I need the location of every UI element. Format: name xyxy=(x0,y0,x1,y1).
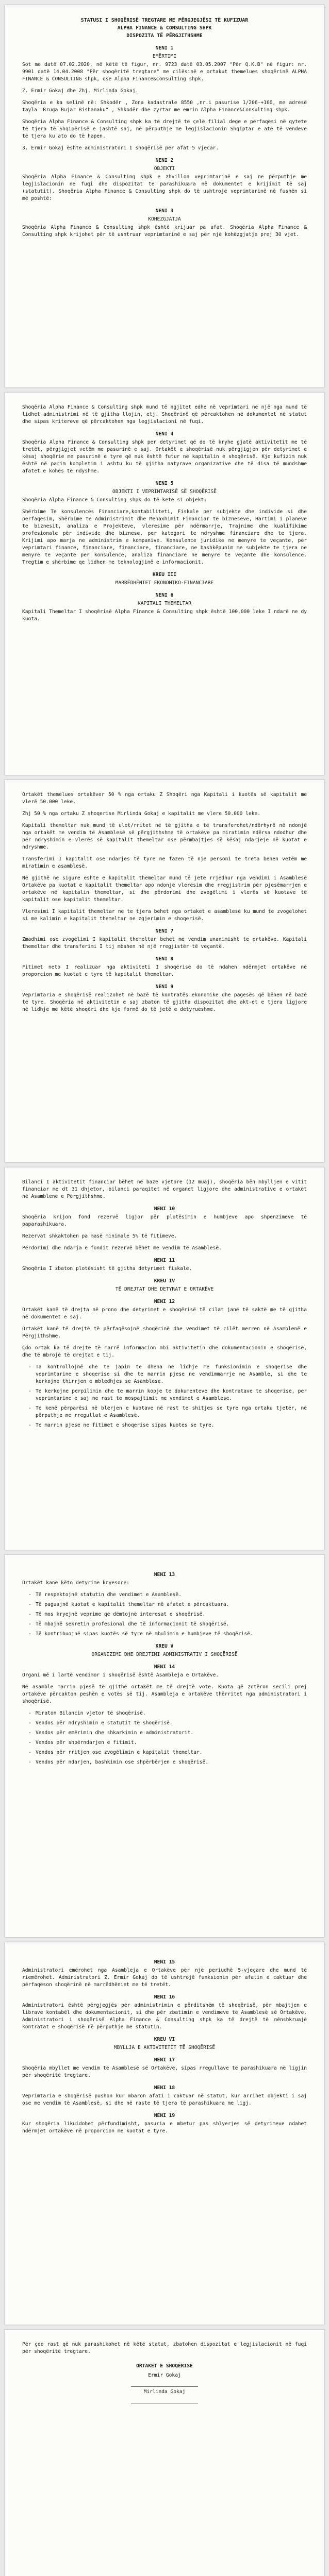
article-subheading: KAPITALI THEMELTAR xyxy=(138,601,191,606)
paragraph: Kur shoqëria likuidohet përfundimisht, pasuria e mbetur pas shlyerjes së detyrimeve ndahet ndërmjet ortakëve në proporcion me kuotat e tyre. xyxy=(22,2121,307,2134)
signature-title: ORTAKET E SHOQËRISË xyxy=(136,2363,193,2369)
paragraph: Shoqëria Alpha Finance & Consulting shpk është krijuar pa afat. Shoqëria Alpha Finance & Consulting shpk krijohet për të ushtruar veprimtarinë e saj për një kohëzgjatje prej 30 vjet. xyxy=(22,225,307,238)
chapter-heading: KREU IV xyxy=(154,1278,175,1284)
article-heading: NENI 4 xyxy=(155,431,174,437)
signature-block xyxy=(22,2363,307,2403)
article-heading: NENI 14 xyxy=(154,1664,175,1670)
list-item: - Të mos kryejnë veprime që dëmtojnë interesat e shoqërisë. xyxy=(28,1611,307,1618)
paragraph: Administratori emërohet nga Asambleja e Ortakëve për një periudhë 5-vjeçare dhe mund të riemërohet. Administratori Z. Ermir Gokaj do të ushtrojë funksionin për afatin e caktuar dhe përfaqëson shoqërinë në marrëdhëniet me të tretët. xyxy=(22,1968,307,1988)
paragraph: Zhj 50 % nga ortaku Z shoqerise Mirlinda Gokaj e kapitalit me vlere 50.000 leke. xyxy=(22,811,261,817)
paragraph: Shoqëria I zbaton plotësisht të gjitha detyrimet fiskale. xyxy=(22,1266,192,1272)
article-heading: NENI 9 xyxy=(155,984,174,990)
article-heading: NENI 18 xyxy=(154,2085,175,2091)
article-subheading: EMËRTIMI xyxy=(152,54,177,59)
paragraph: Shoqëria Alpha Finance & Consulting shpk mund të ngjitet edhe në veprimtari në një nga mund të lidhet administrimi në të gjitha llojin, etj. Shoqërinë që përcaktohen në dokumentet në statut dhe sipas kritereve që përcaktohen nga legjislacioni në fuqi. xyxy=(22,404,307,425)
article-subheading: OBJEKTI I VEPRIMTARISË SË SHOQËRISË xyxy=(112,489,217,495)
paragraph: Kapitali Themeltar I shoqërisë Alpha Finance & Consulting shpk është 100.000 leke I ndarë ne dy kuota. xyxy=(22,609,307,622)
chapter-subheading: MARRËDHËNIET EKONOMIKO-FINANCIARE xyxy=(115,580,214,586)
list-item: - Vendos për emërimin dhe shkarkimin e administratorit. xyxy=(28,1730,307,1737)
document-page-1 xyxy=(5,5,324,387)
list-item: - Të mbajnë sekretin profesional dhe të informacionit të shoqërisë. xyxy=(28,1621,307,1628)
document-page-6 xyxy=(5,1942,324,2325)
paragraph: Për çdo rast që nuk parashikohet në këtë statut, zbatohen dispozitat e legjislacionit në fuqi për shoqëritë tregtare. xyxy=(22,2342,307,2354)
paragraph: Çdo ortak ka të drejtë të marrë informacion mbi aktivitetin dhe dokumentacionin e shoqërisë, dhe të mbrojë të drejtat e tij. xyxy=(22,1345,307,1358)
paragraph: Në asamble marrin pjesë të gjithë ortakët me të drejtë vote. Kuota që zotëron secili prej ortakëve përcakton peshën e votës së tij. Asambleja e ortakëve thërritet nga administratori i shoqërisë. xyxy=(22,1684,307,1704)
statute-title: STATUSI I SHOQËRISË TREGTARE ME PËRGJEGJËSI TË KUFIZUAR ALPHA FINANCE & CONSULTING SHPK DISPOZITA TË PËRGJITHSHME xyxy=(80,18,249,39)
paragraph: Në gjithë ne sigure eshte e kapitalit themeltar mund të jetë rrjedhur nga vendimi i Asamblesë Ortakëve pa kuotat e kapitalit themeltar apo ndonjë vlerësim dhe rregjistrim për pjesëmarrjen e ortakëve në kapitalin themeltar, si dhe përdorimi dhe zvogëlimi i vlerës së kuotave të kapitalit ose kapitalit themeltar. xyxy=(22,875,307,903)
paragraph: Ortakët themelues ortakëver 50 % nga ortaku Z Shoqëri nga Kapitali i kuotës së kapitalit me vlerë 50.000 leke. xyxy=(22,792,307,805)
rights-list xyxy=(28,1364,307,1429)
chapter-subheading: MBYLLJA E AKTIVITETIT TË SHOQËRISË xyxy=(113,2045,216,2050)
paragraph: Shoqëria krijon fond rezervë ligjor për plotësimin e humbjeve apo shpenzimeve të paparashikuara. xyxy=(22,1214,307,1227)
article-heading: NENI 10 xyxy=(154,1206,175,1212)
document-page-2 xyxy=(5,393,324,775)
paragraph: Bilanci I aktivitetit financiar bëhet në baze vjetore (12 muaj), shoqëria bën mbylljen e vitit financiar me dt 31 dhjetor, bilanci paraqitet në organet ligjore dhe administrative e ortakët në Asamblenë e Përgjithshme. xyxy=(22,1179,307,1199)
article-heading: NENI 7 xyxy=(155,928,174,934)
signatory-name: Mirlinda Gokaj xyxy=(143,2389,186,2395)
list-item: - Te marrin pjese ne fitimet e shoqerise sipas kuotes se tyre. xyxy=(28,1422,307,1429)
list-item: - Miraton Bilancin vjetor të shoqërisë. xyxy=(28,1710,307,1717)
chapter-heading: KREU VI xyxy=(154,2037,175,2042)
list-item: - Të respektojnë statutin dhe vendimet e Asamblesë. xyxy=(28,1591,307,1599)
article-subheading: OBJEKTI xyxy=(154,166,175,172)
article-heading: NENI 8 xyxy=(155,956,174,962)
signatory-name: Ermir Gokaj xyxy=(148,2372,181,2378)
paragraph: Transferimi I kapitalit ose ndarjes të tyre ne fazen të nje personi te treta behen vetëm me miratimin e asamblesë. xyxy=(22,856,307,869)
document-page-4 xyxy=(5,1167,324,1550)
list-item: - Te kerkojne perpilimin dhe te marrin kopje te dokumenteve dhe kontratave te shoqerise, per veprimtarine e saj ne rast te mospajtimit me vendimet e Asamblese. xyxy=(28,1388,307,1402)
list-item: - Vendos për ndarjen, bashkimin ose shpërbërjen e shoqërisë. xyxy=(28,1759,307,1766)
paragraph: Sot me datë 07.02.2020, në këtë të figur, nr. 9723 datë 03.05.2007 "Për Q.K.B" në figur: nr. 9901 datë 14.04.2008 "Për shoqëritë tregtare" me cilësinë e ortakut themelues shoqërinë ALPHA FINANCE & CONSULTING shpk, ose Alpha Finance&Consulting shpk. xyxy=(22,62,307,82)
document-page-3 xyxy=(5,780,324,1162)
article-heading: NENI 16 xyxy=(154,1994,175,2000)
signature-line xyxy=(131,2397,198,2403)
paragraph: Zmadhimi ose zvogëlimi I kapitalit themeltar behet me vendim unanimisht te ortakëve. Kapitali themeltar dhe transferimi I tij mbahen në një rregjistër të veçantë. xyxy=(22,937,307,950)
paragraph: Veprimtaria e shoqërisë pushon kur mbaron afati i caktuar në statut, kur arrihet objekti i saj ose me vendim të Asamblesë, si dhe në raste të tjera të parashikuara me ligj. xyxy=(22,2093,307,2106)
paragraph: Ortakët kanë të drejtë të përfaqësojnë shoqërinë dhe vendimet të cilët merren në Asamblenë e Përgjithshme. xyxy=(22,1326,307,1339)
paragraph: Ortakët kanë të drejta në prono dhe detyrimet e shoqërisë të cilat janë të saktë me të gjitha në dokumentet e saj. xyxy=(22,1307,307,1320)
paragraph: Shoqëria mbyllet me vendim të Asamblesë së Ortakëve, sipas rregullave të parashikuara në ligjin për shoqëritë tregtare. xyxy=(22,2065,307,2078)
article-heading: NENI 3 xyxy=(155,208,174,214)
paragraph: Ortakët kanë këto detyrime kryesore: xyxy=(22,1580,129,1586)
paragraph: Z. Ermir Gokaj dhe Zhj. Mirlinda Gokaj. xyxy=(22,88,139,94)
paragraph: Shoqëria Alpha Finance & Consulting shpk ka të drejtë të çelë filial dege e përfaqësi në qytete të tjera të Shqipërisë e jashtë saj, në përputhje me legjislacionin Shqiptar e atë të vendeve të tjera ku ato do të hapen. xyxy=(22,119,307,139)
article-heading: NENI 13 xyxy=(154,1572,175,1578)
document-page-7 xyxy=(5,2330,324,2576)
paragraph: Kapitali themeltar nuk mund të ulet/rritet në të gjitha e të transferohet/ndërhyrë në ndonjë nga ortakët me vendim të Asamblesë së përgjithshme të ortakëve pa miratimin ndërsa ndodhur dhe për ndryshimin e vlerës së kapitalit themeltar ose përmbajtjes së kësaj ndarjeje në kuotat e ndryshme. xyxy=(22,823,307,850)
signature-line xyxy=(131,2381,198,2387)
list-item: - Të kontribuojnë sipas kuotës së tyre në mbulimin e humbjeve të shoqërisë. xyxy=(28,1631,307,1638)
chapter-heading: KREU III xyxy=(152,572,177,578)
paragraph: Fitimet neto I realizuar nga aktiviteti I shoqërisë do të ndahen ndërmjet ortakëve në proporcion me kuotat e tyre të kapitalit themeltar. xyxy=(22,964,307,977)
article-heading: NENI 15 xyxy=(154,1959,175,1965)
paragraph: Shoqëria e ka selinë në: Shkodër , Zona kadastrale 8550 ,nr.i pasurise 1/206-+100, me adresë tayla "Rruga Bujar Bishanaku" , Shkodër dhe zyrtar me emrin Alpha Finance&Consulting shpk. xyxy=(22,100,307,113)
list-item: - Vendos për shpërndarjen e fitimit. xyxy=(28,1739,307,1747)
article-subheading: KOHËZGJATJA xyxy=(148,216,181,222)
paragraph: Administratori është përgjegjës për administrimin e përditshëm të shoqërisë, për mbajtjen e librave kontabël dhe dokumentacionit, si dhe për zbatimin e vendimeve të Asamblesë së Ortakëve. Administratori i shoqërisë Alpha Finance & Consulting shpk ka të drejtë të nënshkruajë kontratat e shoqërisë në përputhje me statutin. xyxy=(22,2003,307,2030)
article-heading: NENI 11 xyxy=(154,1258,175,1263)
duties-list xyxy=(28,1591,307,1638)
paragraph: Shërbime Te konsulencës Financiare,kontabiliteti, Fiskale per subjekte dhe individe si dhe perfaqesim, Shërbime te Administrimit dhe Menaxhimit Financiar te bizneseve, Hartimi i planeve te biznesit, analiza e Projekteve, vleresime për ndërmarrje, Trajnime dhe kualifikime profesionale për individe dhe biznese, per kategori te ndryshme financiare dhe te tjera. Krijimi apo marja ne administrim e kompanive. Konsulence juridike ne menyre te veçante, për veprimtari finance, financiare, financiare, financiare, ne bashkëpunim me subjekte te tjera ne menyre te veçante per konsulence, analiza financiare ne menyre te veçante dhe konsulence. Tregtim e shërbime qe lidhen me teknologjinë e informacionit. xyxy=(22,509,307,565)
paragraph: 3. Ermir Gokaj ështe administratori I shoqërisë per afat 5 vjecar. xyxy=(22,145,219,151)
list-item: - Vendos për ndryshimin e statutit të shoqërisë. xyxy=(28,1720,307,1727)
paragraph: Vleresimi I kapitalit themeltar ne te tjera behet nga ortaket e asamblesë ku mund te zvogelohet si me kalimin e kapitalit themeltar ne zgjerimin e shoqerisë. xyxy=(22,909,307,922)
list-item: - Te kenë përparësi në blerjen e kuotave në rast te shitjes se tyre nga ortaku tjetër, në përputhje me rregullat e Asamblesë. xyxy=(28,1405,307,1419)
chapter-subheading: TË DREJTAT DHE DETYRAT E ORTAKËVE xyxy=(115,1286,214,1292)
list-item: - Të paguajnë kuotat e kapitalit themeltar në afatet e përcaktuara. xyxy=(28,1601,307,1608)
list-item: - Vendos për rritjen ose zvogëlimin e kapitalit themeltar. xyxy=(28,1749,307,1756)
paragraph: Përdorimi dhe ndarja e fondit rezervë bëhet me vendim të Asamblesë. xyxy=(22,1245,222,1251)
paragraph: Organi më i lartë vendimor i shoqërisë është Asambleja e Ortakëve. xyxy=(22,1672,219,1678)
article-heading: NENI 5 xyxy=(155,481,174,486)
paragraph: Veprimtaria e shoqërisë realizohet në bazë të kontratës ekonomike dhe pagesës që bëhen në bazë të tyre. Shoqëria në aktivitetin e saj zbaton të gjitha dispozitat dhe akt-et e tjera ligjore në lidhje me këtë shoqëri dhe kjo formë do të jetë e detyrueshme. xyxy=(22,992,307,1012)
assembly-powers-list xyxy=(28,1710,307,1766)
article-heading: NENI 1 xyxy=(155,45,174,51)
chapter-subheading: ORGANIZIMI DHE DREJTIMI ADMINISTRATIV I SHOQËRISË xyxy=(91,1652,238,1657)
chapter-heading: KREU V xyxy=(155,1643,174,1649)
article-heading: NENI 12 xyxy=(154,1299,175,1304)
article-heading: NENI 19 xyxy=(154,2113,175,2119)
article-heading: NENI 17 xyxy=(154,2057,175,2063)
paragraph: Shoqëria Alpha Finance & Consulting shpk e zhvillon veprimtarinë e saj ne përputhje me legjislacionin ne fuqi dhe dispozitat te parashikuara në dokumentet e krijimit të saj (statutit). Shoqëria Alpha Finance & Consulting shpk do të ushtrojë veprimtarinë në fushën si më poshtë: xyxy=(22,174,307,201)
list-item: - Ta kontrollojnë dhe te japin te dhena ne lidhje me funksionimin e shoqerise dhe veprimtarine e shoqerise si dhe te marrin pjese ne vendimmarrje ne Asamble, si dhe te kerkojne thirrjen e mbledhjes se Asamblese. xyxy=(28,1364,307,1385)
paragraph: Shoqëria Alpha Finance & Consulting shpk do të kete si objekt: xyxy=(22,497,207,503)
article-heading: NENI 6 xyxy=(155,592,174,598)
document-page-5 xyxy=(5,1555,324,1937)
article-heading: NENI 2 xyxy=(155,158,174,163)
paragraph: Rezervat shkaktohen pa masë minimale 5% të fitimeve. xyxy=(22,1233,177,1239)
paragraph: Shoqëria Alpha Finance & Consulting shpk per detyrimet që do të kryhe gjatë aktivitetit me të tretët, përgjigjet vetëm me pasurinë e saj. Ortakët e shoqërisë nuk përgjigjen për detyrimet e kësaj shoqërie me pasurinë e tyre që nuk është futur në kapitalin e shoqërisë. Kjo kufizim nuk është në parim kompletim i ashtu ku të gjitha natyrave organizative dhe të disa të mundshme afatet e kohës të ndyshme. xyxy=(22,439,307,474)
